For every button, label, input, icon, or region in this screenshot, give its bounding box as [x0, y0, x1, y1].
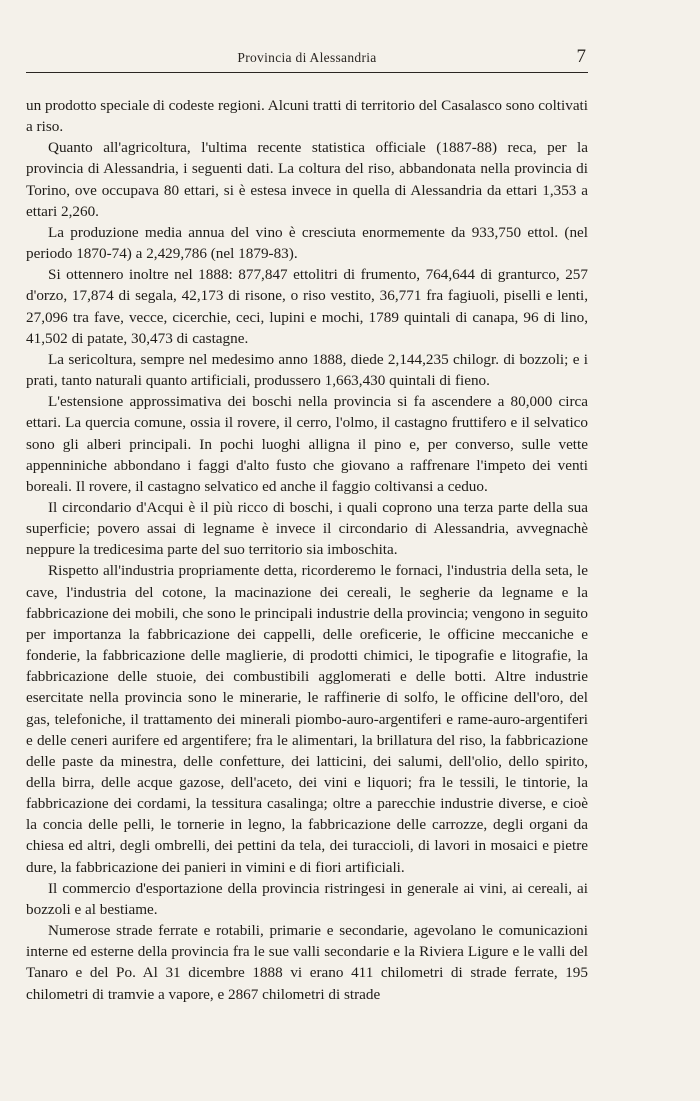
- paragraph: Quanto all'agricoltura, l'ultima recente statistica officiale (1887-88) reca, per la provincia di Alessandria, i seguenti dati. La coltura del riso, abbandonata nella provincia di Torino, ove occupava 80 ettari, si è estesa invece in quella di Alessandria da ettari 1,353 a ettari 2,260.: [26, 139, 588, 220]
- paragraph: Numerose strade ferrate e rotabili, primarie e secondarie, agevolano le comunicazioni interne ed esterne della provincia fra le sue valli secondarie e la Riviera Ligure e le valli del Tanaro e del Po. Al 31 dicembre 1888 vi erano 411 chilometri di strade ferrate, 195 chilometri di tramvie a vapore, e 2867 chilometri di strade: [26, 922, 588, 1003]
- paragraph: La sericoltura, sempre nel medesimo anno 1888, diede 2,144,235 chilogr. di bozzoli; e i prati, tanto naturali quanto artificiali, produssero 1,663,430 quintali di fieno.: [26, 350, 588, 390]
- paragraph: un prodotto speciale di codeste regioni. Alcuni tratti di territorio del Casalasco sono coltivati a riso.: [26, 97, 588, 136]
- page-header: [26, 48, 588, 73]
- paragraph: La produzione media annua del vino è cresciuta enormemente da 933,750 ettol. (nel periodo 1870-74) a 2,429,786 (nel 1879-83).: [26, 223, 588, 263]
- paragraph: Il circondario d'Acqui è il più ricco di boschi, i quali coprono una terza parte della sua superficie; povero assai di legname è invece il circondario di Alessandria, avvegnachè neppure la tredicesima parte del suo territorio sia imboschita.: [26, 498, 588, 559]
- body-text: [26, 95, 588, 1005]
- running-title: Provincia di Alessandria: [237, 50, 377, 65]
- paragraph: Rispetto all'industria propriamente detta, ricorderemo le fornaci, l'industria della seta, le cave, l'industria del cotone, la macinazione dei cereali, le segherie da legname e la fabbricazione dei mobili, che sono le principali industrie della provincia; vengono in seguito per importanza la fabbricazione dei cappelli, delle oreficerie, le officine meccaniche e fonderie, la fabbricazione delle maglierie, di prodotti chimici, le tipografie e litografie, la fabbricazione delle stuoie, dei combustibili agglomerati e delle botti. Altre industrie esercitate nella provincia sono le minerarie, le raffinerie di solfo, le officine dell'oro, del gas, telefoniche, il trattamento dei minerali piombo-auro-argentiferi e rame-auro-argentiferi e delle ceneri aurifere ed argentifere; fra le alimentari, la brillatura del riso, la fabbricazione delle paste da minestra, delle confetture, dei latticini, dei salumi, dell'olio, dello spirito, della birra, delle acque gazose, dell'aceto, dei vini e liquori; fra le tessili, le tintorie, la fabbricazione dei cordami, la tessitura casalinga; oltre a parecchie industrie diverse, e cioè la concia delle pelli, le tornerie in legno, la fabbricazione delle carrozze, degli organi da chiesa ed altri, degli ombrelli, dei pettini da tela, dei turaccioli, di lavori in mosaici e pietre dure, la fabbricazione dei panieri in vimini e di fiori artificiali.: [26, 562, 588, 876]
- page-number: 7: [576, 46, 586, 67]
- paragraph: L'estensione approssimativa dei boschi nella provincia si fa ascendere a 80,000 circa ettari. La quercia comune, ossia il rovere, il cerro, l'olmo, il castagno fruttifero e il selvatico sono gli alberi principali. In pochi luoghi alligna il pino e, per converso, sulle vette appenniniche abbondano i faggi d'alto fusto che giovano a raffrenare l'impeto dei venti boreali. Il rovere, il castagno selvatico ed anche il faggio coltivansi a ceduo.: [26, 393, 588, 495]
- paragraph: Il commercio d'esportazione della provincia ristringesi in generale ai vini, ai cereali, ai bozzoli e al bestiame.: [26, 879, 588, 918]
- paragraph: Si ottennero inoltre nel 1888: 877,847 ettolitri di frumento, 764,644 di granturco, 257 d'orzo, 17,874 di segala, 42,173 di risone, o riso vestito, 36,771 fra fagiuoli, piselli e lenti, 27,096 tra fave, vecce, cicerchie, ceci, lupini e mochi, 1789 quintali di canapa, 96 di lino, 41,502 di patate, 30,473 di castagne.: [26, 266, 588, 347]
